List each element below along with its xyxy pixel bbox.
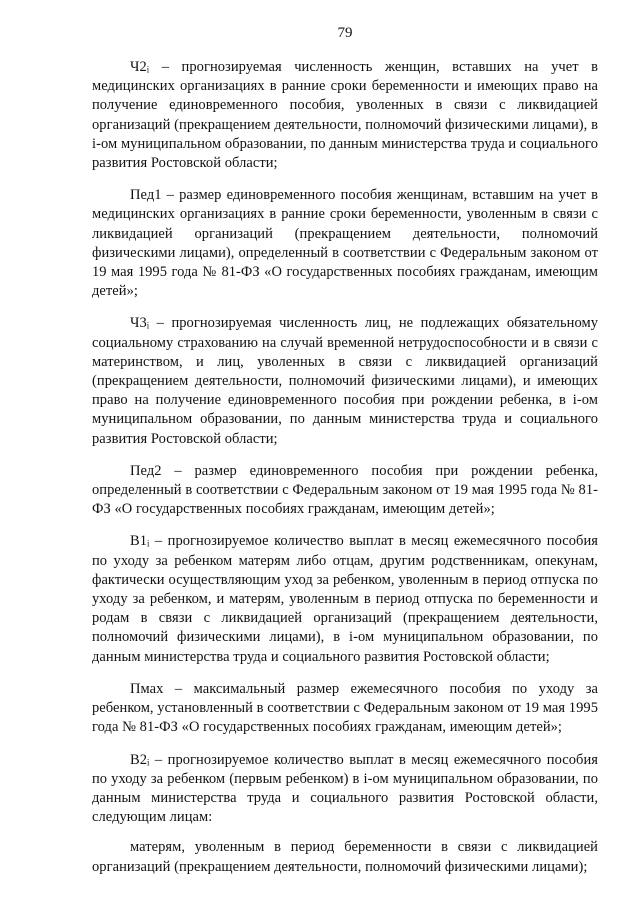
page-number: 79 [337,25,353,41]
paragraph-pmax: Пмах – максимальный размер ежемесячного пособия по уходу за ребенком, установленный в соответствии с Федеральным законом от 19 мая 1995 года № 81-ФЗ «О государственных пособиях гражданам, имеющим детей»; [92,680,598,736]
paragraph-v1: В1ᵢ – прогнозируемое количество выплат в месяц ежемесячного пособия по уходу за ребенком матерям либо отцам, другим родственникам, опекунам, фактически осуществляющим уход за ребенком, уволенным в период отпуска по уходу за ребенком, и матерям, уволенным в период отпуска по беременности и родам в связи с ликвидацией организаций (прекращением деятельности, полномочий физическими лицами), в i-ом муниципальном образовании, по данным министерства труда и социального развития Ростовской области; [92,533,598,665]
paragraph-ped1: Пед1 – размер единовременного пособия женщинам, вставшим на учет в медицинских организациях в ранние сроки беременности, уволенным в связи с ликвидацией организаций (прекращением деятельности, полномочий физическими лицами), определенный в соответствии с Федеральным законом от 19 мая 1995 года № 81-ФЗ «О государственных пособиях гражданам, имеющим детей»; [92,187,598,300]
paragraph-ch3: Ч3ᵢ – прогнозируемая численность лиц, не подлежащих обязательному социальному страхованию на случай временной нетрудоспособности и в связи с материнством, и лиц, уволенных в связи с ликвидацией организаций (прекращением деятельности, полномочий физическими лицами), и имеющих право на получение единовременного пособия при рождении ребенка, в i-ом муниципальном образовании, по данным министерства труда и социального развития Ростовской области; [92,315,598,447]
document-body [92,58,598,890]
paragraph-mothers: матерям, уволенным в период беременности в связи с ликвидацией организаций (прекращением деятельности, полномочий физическими лицами); [92,839,598,875]
paragraph-v2: В2ᵢ – прогнозируемое количество выплат в месяц ежемесячного пособия по уходу за ребенком (первым ребенком) в i-ом муниципальном образовании, по данным министерства труда и социального развития Ростовской области, следующим лицам: [92,751,598,826]
paragraph-ped2: Пед2 – размер единовременного пособия при рождении ребенка, определенный в соответствии с Федеральным законом от 19 мая 1995 года № 81-ФЗ «О государственных пособиях гражданам, имеющим детей»; [92,462,598,518]
paragraph-ch2: Ч2ᵢ – прогнозируемая численность женщин, вставших на учет в медицинских организациях в ранние сроки беременности и имеющих право на получение единовременного пособия, уволенных в связи с ликвидацией организаций (прекращением деятельности, полномочий физическими лицами), в i-ом муниципальном образовании, по данным министерства труда и социального развития Ростовской области; [92,59,598,172]
